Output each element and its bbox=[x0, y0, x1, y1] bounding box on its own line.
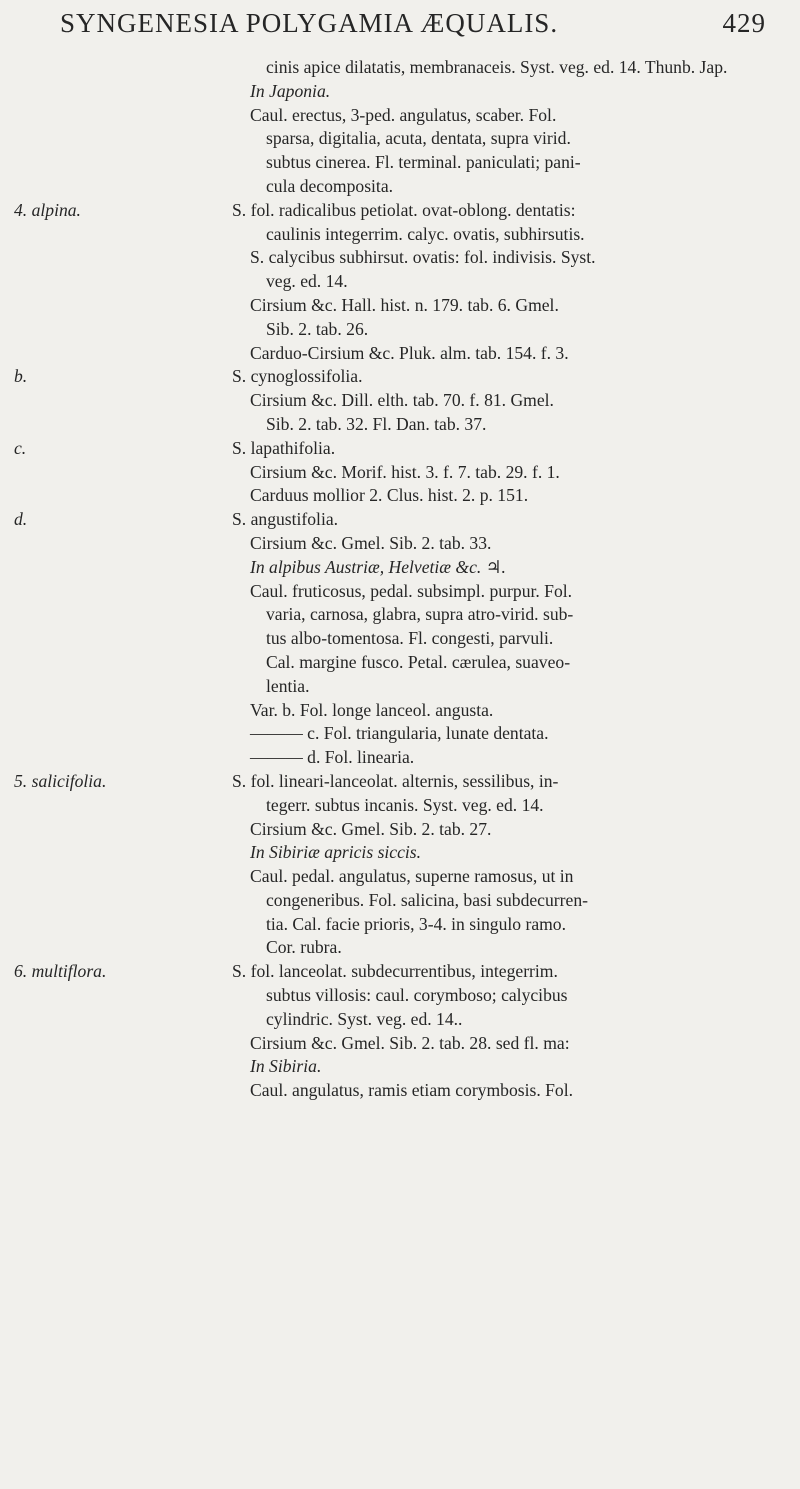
text-line bbox=[14, 889, 790, 913]
text-line bbox=[14, 651, 790, 675]
line-text: In Japonia. bbox=[250, 80, 331, 101]
line-text: tegerr. subtus incanis. Syst. veg. ed. 14. bbox=[266, 794, 544, 815]
text-line bbox=[14, 1032, 790, 1056]
line-text: Caul. angulatus, ramis etiam corymbosis. Fol. bbox=[250, 1080, 574, 1101]
text-line bbox=[14, 532, 790, 556]
text-line bbox=[14, 675, 790, 699]
text-line bbox=[14, 770, 790, 794]
text-line bbox=[14, 603, 790, 627]
line-text: Cirsium &c. Gmel. Sib. 2. tab. 28. sed fl. ma: bbox=[250, 1032, 570, 1053]
line-text: ——— c. Fol. triangularia, lunate dentata. bbox=[250, 723, 549, 744]
line-text: S. lapathifolia. bbox=[232, 437, 336, 458]
line-text: ——— d. Fol. linearia. bbox=[250, 747, 415, 768]
text-line bbox=[14, 437, 790, 461]
text-line bbox=[14, 104, 790, 128]
text-line bbox=[14, 984, 790, 1008]
line-text: congeneribus. Fol. salicina, basi subdecurren- bbox=[266, 889, 588, 910]
text-line bbox=[14, 365, 790, 389]
text-line bbox=[14, 699, 790, 723]
species-label: d. bbox=[14, 509, 28, 530]
line-text: cylindric. Syst. veg. ed. 14.. bbox=[266, 1008, 463, 1029]
text-line bbox=[14, 294, 790, 318]
text-line bbox=[14, 318, 790, 342]
text-line bbox=[14, 342, 790, 366]
line-text: Cirsium &c. Gmel. Sib. 2. tab. 33. bbox=[250, 532, 492, 553]
text-line bbox=[14, 936, 790, 960]
line-text: Carduus mollior 2. Clus. hist. 2. p. 151. bbox=[250, 485, 529, 506]
text-line bbox=[14, 722, 790, 746]
line-text: tia. Cal. facie prioris, 3-4. in singulo ramo. bbox=[266, 913, 567, 934]
text-line bbox=[14, 580, 790, 604]
text-line bbox=[14, 1055, 790, 1079]
text-line bbox=[14, 389, 790, 413]
text-line bbox=[14, 175, 790, 199]
line-text: varia, carnosa, glabra, supra atro-virid. sub- bbox=[266, 604, 574, 625]
text-line bbox=[14, 270, 790, 294]
line-text: Sib. 2. tab. 32. Fl. Dan. tab. 37. bbox=[266, 413, 487, 434]
line-text: caulinis integerrim. calyc. ovatis, subhirsutis. bbox=[266, 223, 585, 244]
text-line bbox=[14, 627, 790, 651]
text-line bbox=[14, 865, 790, 889]
line-text: Cal. margine fusco. Petal. cærulea, suaveo- bbox=[266, 651, 571, 672]
text-line bbox=[14, 818, 790, 842]
text-body bbox=[14, 56, 790, 1103]
text-line bbox=[14, 461, 790, 485]
text-line bbox=[14, 127, 790, 151]
line-text: cula decomposita. bbox=[266, 175, 394, 196]
line-text: Cirsium &c. Hall. hist. n. 179. tab. 6. Gmel. bbox=[250, 294, 559, 315]
line-text: S. fol. radicalibus petiolat. ovat-oblong. dentatis: bbox=[232, 199, 576, 220]
text-line bbox=[14, 841, 790, 865]
line-text: Caul. erectus, 3-ped. angulatus, scaber. Fol. bbox=[250, 104, 557, 125]
line-text: veg. ed. 14. bbox=[266, 271, 348, 292]
line-text: Caul. fruticosus, pedal. subsimpl. purpur. Fol. bbox=[250, 580, 573, 601]
running-header bbox=[60, 8, 790, 48]
text-line bbox=[14, 1079, 790, 1103]
line-text: S. calycibus subhirsut. ovatis: fol. indivisis. Syst. bbox=[250, 247, 596, 268]
header-title: SYNGENESIA POLYGAMIA ÆQUALIS. bbox=[60, 8, 559, 38]
line-text: S. fol. lanceolat. subdecurrentibus, integerrim. bbox=[232, 961, 558, 982]
line-text: In alpibus Austriæ, Helvetiæ &c. ♃. bbox=[250, 556, 506, 577]
line-text: Var. b. Fol. longe lanceol. angusta. bbox=[250, 699, 494, 720]
page-number: 429 bbox=[722, 8, 766, 38]
text-line bbox=[14, 199, 790, 223]
line-text: Cirsium &c. Dill. elth. tab. 70. f. 81. Gmel. bbox=[250, 390, 554, 411]
text-line bbox=[14, 484, 790, 508]
line-text: Cirsium &c. Morif. hist. 3. f. 7. tab. 29. f. 1. bbox=[250, 461, 560, 482]
species-label: c. bbox=[14, 437, 27, 458]
line-text: S. angustifolia. bbox=[232, 509, 339, 530]
line-text: cinis apice dilatatis, membranaceis. Syst. veg. ed. 14. Thunb. Jap. bbox=[266, 57, 728, 77]
text-line bbox=[14, 794, 790, 818]
line-text: S. fol. lineari-lanceolat. alternis, sessilibus, in- bbox=[232, 770, 559, 791]
species-label: b. bbox=[14, 366, 28, 387]
species-label: 6. multiflora. bbox=[14, 961, 107, 982]
text-line bbox=[14, 1008, 790, 1032]
line-text: tus albo-tomentosa. Fl. congesti, parvuli. bbox=[266, 628, 554, 649]
text-line bbox=[14, 746, 790, 770]
line-text: S. cynoglossifolia. bbox=[232, 366, 363, 387]
line-text: sparsa, digitalia, acuta, dentata, supra virid. bbox=[266, 128, 571, 149]
line-text: In Sibiria. bbox=[250, 1056, 322, 1077]
line-text: Carduo-Cirsium &c. Pluk. alm. tab. 154. f. 3. bbox=[250, 342, 569, 363]
text-line bbox=[14, 413, 790, 437]
line-text: Cor. rubra. bbox=[266, 937, 342, 958]
line-text: Caul. pedal. angulatus, superne ramosus, ut in bbox=[250, 866, 574, 887]
line-text: lentia. bbox=[266, 675, 310, 696]
text-line bbox=[14, 508, 790, 532]
species-label: 5. salicifolia. bbox=[14, 770, 107, 791]
text-line bbox=[14, 913, 790, 937]
text-line bbox=[14, 56, 790, 80]
species-label: 4. alpina. bbox=[14, 199, 81, 220]
text-line bbox=[14, 223, 790, 247]
line-text: subtus villosis: caul. corymboso; calycibus bbox=[266, 985, 568, 1006]
text-line bbox=[14, 151, 790, 175]
text-line bbox=[14, 246, 790, 270]
text-line bbox=[14, 960, 790, 984]
line-text: Sib. 2. tab. 26. bbox=[266, 318, 369, 339]
text-line bbox=[14, 556, 790, 580]
line-text: Cirsium &c. Gmel. Sib. 2. tab. 27. bbox=[250, 818, 492, 839]
text-line bbox=[14, 80, 790, 104]
line-text: In Sibiriæ apricis siccis. bbox=[250, 842, 422, 863]
line-text: subtus cinerea. Fl. terminal. paniculati; pani- bbox=[266, 152, 581, 173]
